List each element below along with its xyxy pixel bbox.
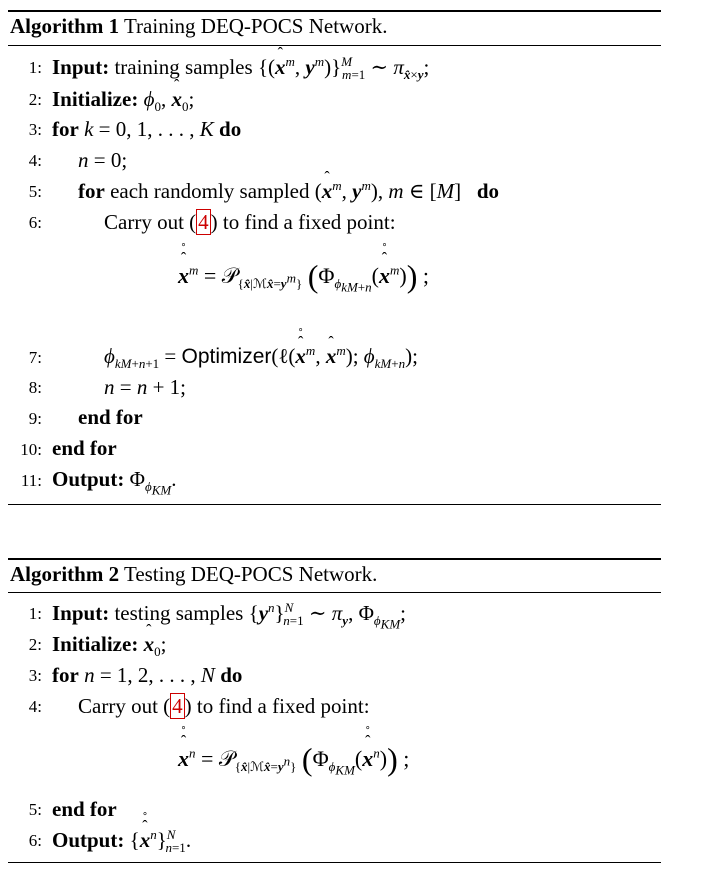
algorithm2-label: Algorithm 2: [10, 562, 120, 586]
algorithm1-label: Algorithm 1: [10, 14, 120, 38]
algorithm2-line-4: Carry out (4) to find a fixed point:: [78, 694, 370, 718]
algorithm1-line-7: $\phi_{kM+n+1}$ = Optimizer(ℓ(ˆ x ˚$^m$, ˆ $x^m$); $\phi_{kM+n}$);: [104, 344, 418, 369]
algorithm1-line-6: Carry out (4) to find a fixed point:: [104, 210, 396, 234]
line-number: 11:: [20, 471, 42, 490]
algorithm1-caption-rule: [8, 45, 661, 46]
algorithm1-line-8: n = n + 1;: [104, 375, 187, 399]
algorithm1-line-4: n = 0;: [78, 148, 128, 172]
algorithm1-line-5: for each randomly sampled (ˆ $x^m$, $y^m$), m ∈ [M] do: [78, 179, 499, 203]
algorithm2-line-5: end for: [52, 797, 117, 821]
algorithm2-line-6: Output: {ˆ x ˚$^n$}$^N_{n=1}$.: [52, 828, 191, 852]
line-number: 5:: [28, 800, 42, 819]
algorithm1-line-9: end for: [78, 405, 143, 429]
algorithm2-line-2: Initialize: ˆ $x_0$;: [52, 632, 166, 656]
equation-ref-link[interactable]: 4: [198, 210, 209, 234]
algorithm2-display-equation: ˆ x ˚$^n$ = 𝒫$_{\{x̂|ℳx̂=y^n\}}$ ($\Phi_{\phi_{KM}}(ˆ$ x ˚$^n$)) ;: [178, 741, 409, 778]
line-number: 1:: [28, 58, 42, 77]
equation-ref-link[interactable]: 4: [172, 694, 183, 718]
algorithm2-caption: [10, 562, 377, 587]
line-number: 2:: [28, 90, 42, 109]
algorithm1-caption: [10, 14, 387, 39]
algorithm2-bottom-rule: [8, 862, 661, 863]
algorithm1-line-10: end for: [52, 436, 117, 460]
algorithm1-line-1: Input: training samples {(ˆ $x^m$, $y^m)\}^M_{m=1}$ ∼ $\pi_{x̂\times y}$;: [52, 55, 429, 79]
algorithm2-line-1: Input: testing samples $\{y^n\}^N_{n=1}$ ∼ $\pi_y$, $\Phi_{\phi_{KM}}$;: [52, 600, 406, 632]
line-number: 6:: [28, 213, 42, 232]
line-number: 9:: [28, 409, 42, 428]
algorithm2-top-rule: [8, 558, 661, 560]
algorithm1-line-3: for k = 0, 1, . . . , K do: [52, 117, 242, 141]
algorithm1-line-11: Output: $\Phi_{\phi_{KM}}$.: [52, 467, 177, 498]
line-number: 3:: [28, 120, 42, 139]
algorithm2-title: Testing DEQ-POCS Network.: [123, 562, 378, 586]
line-number: 8:: [28, 378, 42, 397]
line-number: 1:: [28, 604, 42, 623]
algorithm1-display-equation: ˆ x ˚$^m$ = 𝒫$_{\{x̂|ℳx̂=y^m\}}$ ($\Phi_{\phi_{kM+n}}(ˆ$ x ˚$^m$)) ;: [178, 258, 429, 295]
line-number: 6:: [28, 831, 42, 850]
line-number: 5:: [28, 182, 42, 201]
algorithm1-line-2: Initialize: $\phi_0$, ˆ $x_0$;: [52, 87, 194, 111]
line-number: 4:: [28, 151, 42, 170]
algorithm1-bottom-rule: [8, 504, 661, 505]
algorithm2-line-3: for n = 1, 2, . . . , N do: [52, 663, 243, 687]
line-number: 10:: [20, 440, 42, 459]
line-number: 2:: [28, 635, 42, 654]
line-number: 7:: [28, 348, 42, 367]
line-number: 3:: [28, 666, 42, 685]
algorithm1-top-rule: [8, 10, 661, 12]
line-number: 4:: [28, 697, 42, 716]
algorithm1-title: Training DEQ-POCS Network.: [123, 14, 388, 38]
algorithm2-caption-rule: [8, 592, 661, 593]
